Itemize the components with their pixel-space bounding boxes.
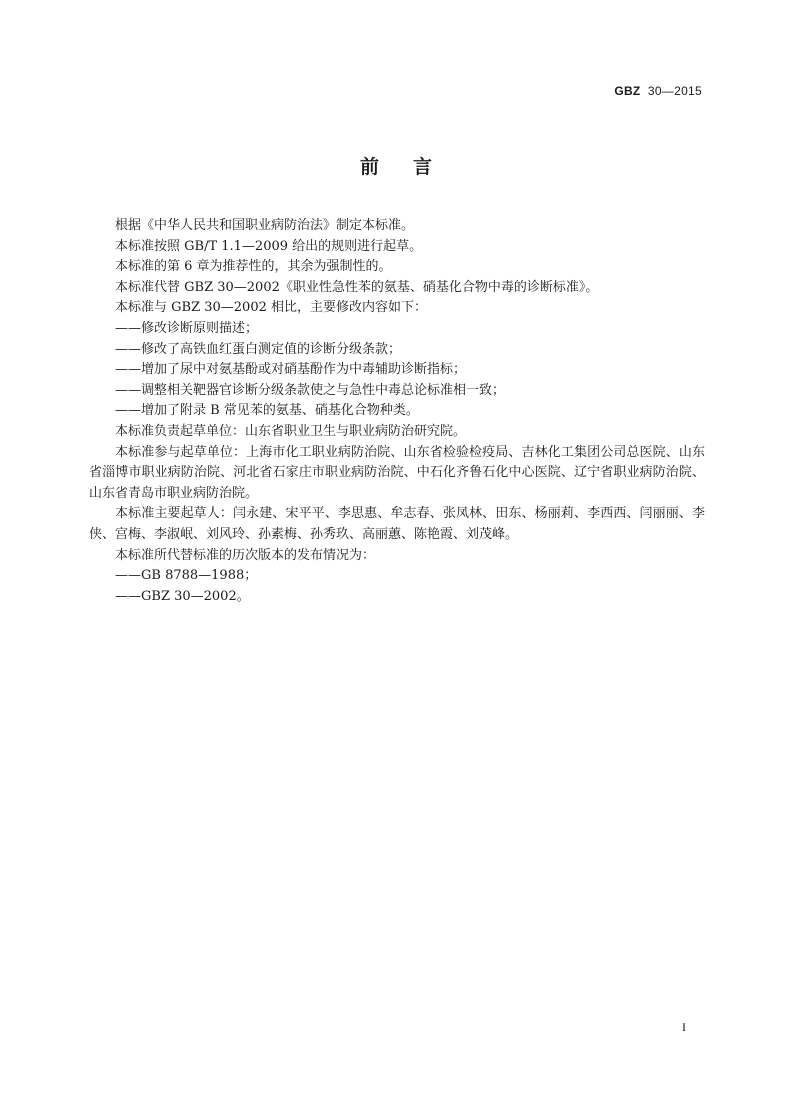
paragraph: 本标准负责起草单位：山东省职业卫生与职业病防治研究院。 bbox=[115, 423, 467, 439]
list-item: ——修改诊断原则描述； bbox=[115, 320, 259, 336]
page-title: 前言 bbox=[359, 156, 466, 178]
foreword-body bbox=[89, 216, 705, 607]
paragraph: 本标准代替 GBZ 30—2002《职业性急性苯的氨基、硝基化合物中毒的诊断标准》。 bbox=[115, 279, 599, 295]
paragraph: 本标准与 GBZ 30—2002 相比，主要修改内容如下： bbox=[115, 300, 427, 316]
list-item: ——增加了附录 B 常见苯的氨基、硝基化合物种类。 bbox=[115, 403, 419, 419]
paragraph: 本标准按照 GB/T 1.1—2009 给出的规则进行起草。 bbox=[115, 238, 423, 254]
list-item: ——调整相关靶器官诊断分级条款使之与急性中毒总论标准相一致； bbox=[115, 382, 506, 398]
standard-number: 30—2015 bbox=[647, 84, 702, 98]
paragraph: 根据《中华人民共和国职业病防治法》制定本标准。 bbox=[115, 218, 415, 233]
list-item: ——GBZ 30—2002。 bbox=[115, 588, 250, 604]
list-item: ——增加了尿中对氨基酚或对硝基酚作为中毒辅助诊断指标； bbox=[115, 362, 467, 378]
list-item: ——GB 8788—1988； bbox=[115, 568, 258, 584]
list-item: ——修改了高铁血红蛋白测定值的诊断分级条款； bbox=[115, 341, 402, 357]
document-header bbox=[614, 84, 702, 98]
paragraph: 本标准主要起草人：闫永建、宋平平、李思惠、牟志春、张凤林、田东、杨丽莉、李西西、闫丽丽、李侠、宫梅、李淑岷、刘风玲、孙素梅、孙秀玖、高丽蕙、陈艳霞、刘茂峰。 bbox=[89, 506, 705, 542]
paragraph: 本标准的第 6 章为推荐性的，其余为强制性的。 bbox=[115, 259, 392, 275]
paragraph: 本标准参与起草单位：上海市化工职业病防治院、山东省检验检疫局、吉林化工集团公司总医院、山东省淄博市职业病防治院、河北省石家庄市职业病防治院、中石化齐鲁石化中心医院、辽宁省职业病防治院、山东省青岛市职业病防治院。 bbox=[89, 444, 705, 501]
paragraph: 本标准所代替标准的历次版本的发布情况为： bbox=[115, 547, 376, 563]
standard-code: GBZ bbox=[614, 84, 641, 98]
page-number: I bbox=[682, 1020, 686, 1034]
